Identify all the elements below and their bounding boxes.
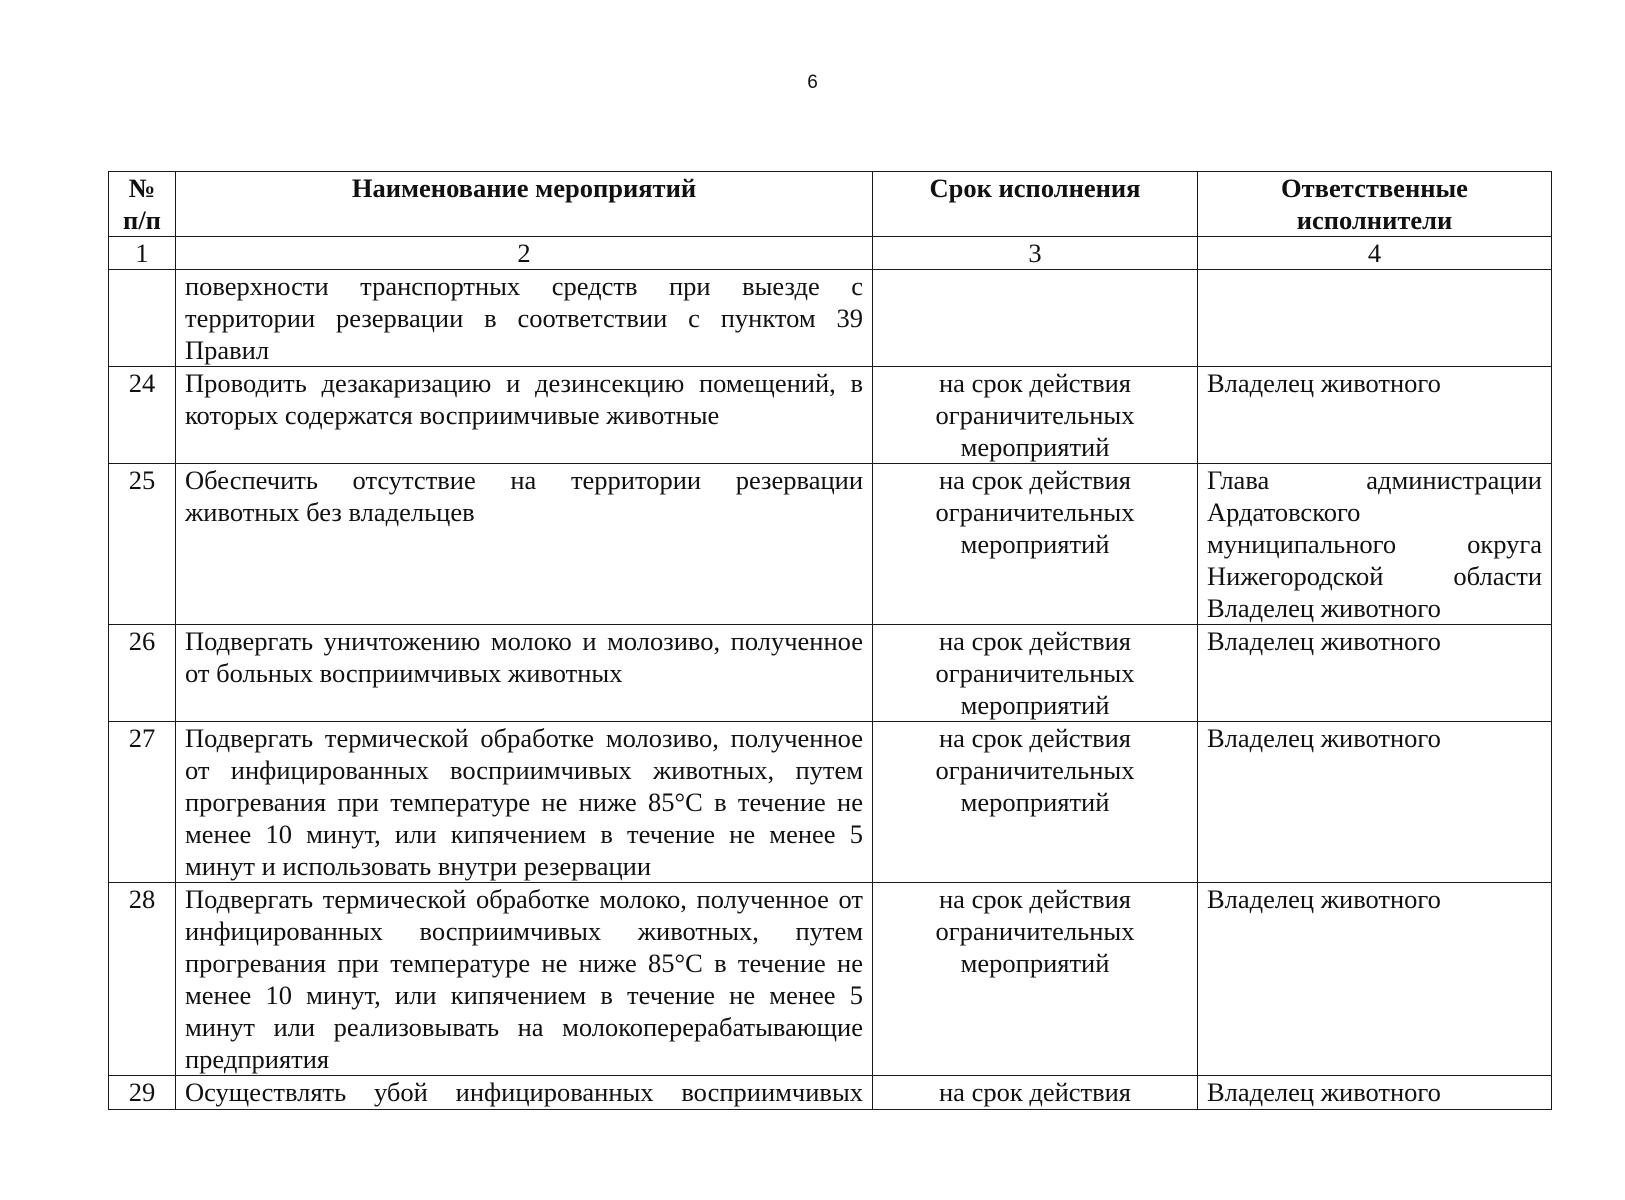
row-measure: Проводить дезакаризацию и дезинсекцию помещений, в которых содержатся восприимчивые животные xyxy=(176,367,873,464)
row-responsible: Владелец животного xyxy=(1198,722,1552,883)
table-row xyxy=(109,722,1552,883)
row-responsible: Владелец животного xyxy=(1198,883,1552,1076)
row-term xyxy=(873,270,1198,367)
row-responsible: Владелец животного xyxy=(1198,625,1552,722)
table-row xyxy=(109,367,1552,464)
row-term: на срок действия ограничительных мероприятий xyxy=(873,464,1198,625)
header-responsible: Ответственные исполнители xyxy=(1198,172,1552,237)
row-term: на срок действия ограничительных мероприятий xyxy=(873,722,1198,883)
row-measure: Подвергать термической обработке молоко, полученное от инфицированных восприимчивых животных, путем прогревания при температуре не ниже 85°С в течение не менее 10 минут, или кипячением в течение не менее 5 минут или реализовывать на молокоперерабатывающие предприятия xyxy=(176,883,873,1076)
row-number xyxy=(109,270,176,367)
table-row xyxy=(109,464,1552,625)
row-number: 27 xyxy=(109,722,176,883)
column-number: 2 xyxy=(176,237,873,270)
row-number: 25 xyxy=(109,464,176,625)
header-term: Срок исполнения xyxy=(873,172,1198,237)
row-number: 26 xyxy=(109,625,176,722)
table-row xyxy=(109,270,1552,367)
table-row xyxy=(109,883,1552,1076)
column-number: 1 xyxy=(109,237,176,270)
column-number: 3 xyxy=(873,237,1198,270)
row-responsible: Глава администрации Ардатовского муниципального округа Нижегородской области Владелец животного xyxy=(1198,464,1552,625)
row-term: на срок действия ограничительных мероприятий xyxy=(873,883,1198,1076)
row-number: 29 xyxy=(109,1076,176,1110)
row-responsible xyxy=(1198,270,1552,367)
row-term: на срок действия xyxy=(873,1076,1198,1110)
column-number: 4 xyxy=(1198,237,1552,270)
row-term: на срок действия ограничительных мероприятий xyxy=(873,625,1198,722)
measures-table xyxy=(108,171,1552,1110)
table-header-row xyxy=(109,172,1552,237)
row-number: 28 xyxy=(109,883,176,1076)
row-measure: Обеспечить отсутствие на территории резервации животных без владельцев xyxy=(176,464,873,625)
row-measure: Осуществлять убой инфицированных восприимчивых xyxy=(176,1076,873,1110)
header-name: Наименование мероприятий xyxy=(176,172,873,237)
row-measure: поверхности транспортных средств при выезде с территории резервации в соответствии с пунктом 39 Правил xyxy=(176,270,873,367)
table-row xyxy=(109,625,1552,722)
row-responsible: Владелец животного xyxy=(1198,367,1552,464)
header-number: № п/п xyxy=(109,172,176,237)
row-responsible: Владелец животного xyxy=(1198,1076,1552,1110)
row-term: на срок действия ограничительных мероприятий xyxy=(873,367,1198,464)
page-number: 6 xyxy=(807,72,818,93)
row-number: 24 xyxy=(109,367,176,464)
column-number-row xyxy=(109,237,1552,270)
row-measure: Подвергать термической обработке молозиво, полученное от инфицированных восприимчивых животных, путем прогревания при температуре не ниже 85°С в течение не менее 10 минут, или кипячением в течение не менее 5 минут и использовать внутри резервации xyxy=(176,722,873,883)
row-measure: Подвергать уничтожению молоко и молозиво, полученное от больных восприимчивых животных xyxy=(176,625,873,722)
table-row xyxy=(109,1076,1552,1110)
